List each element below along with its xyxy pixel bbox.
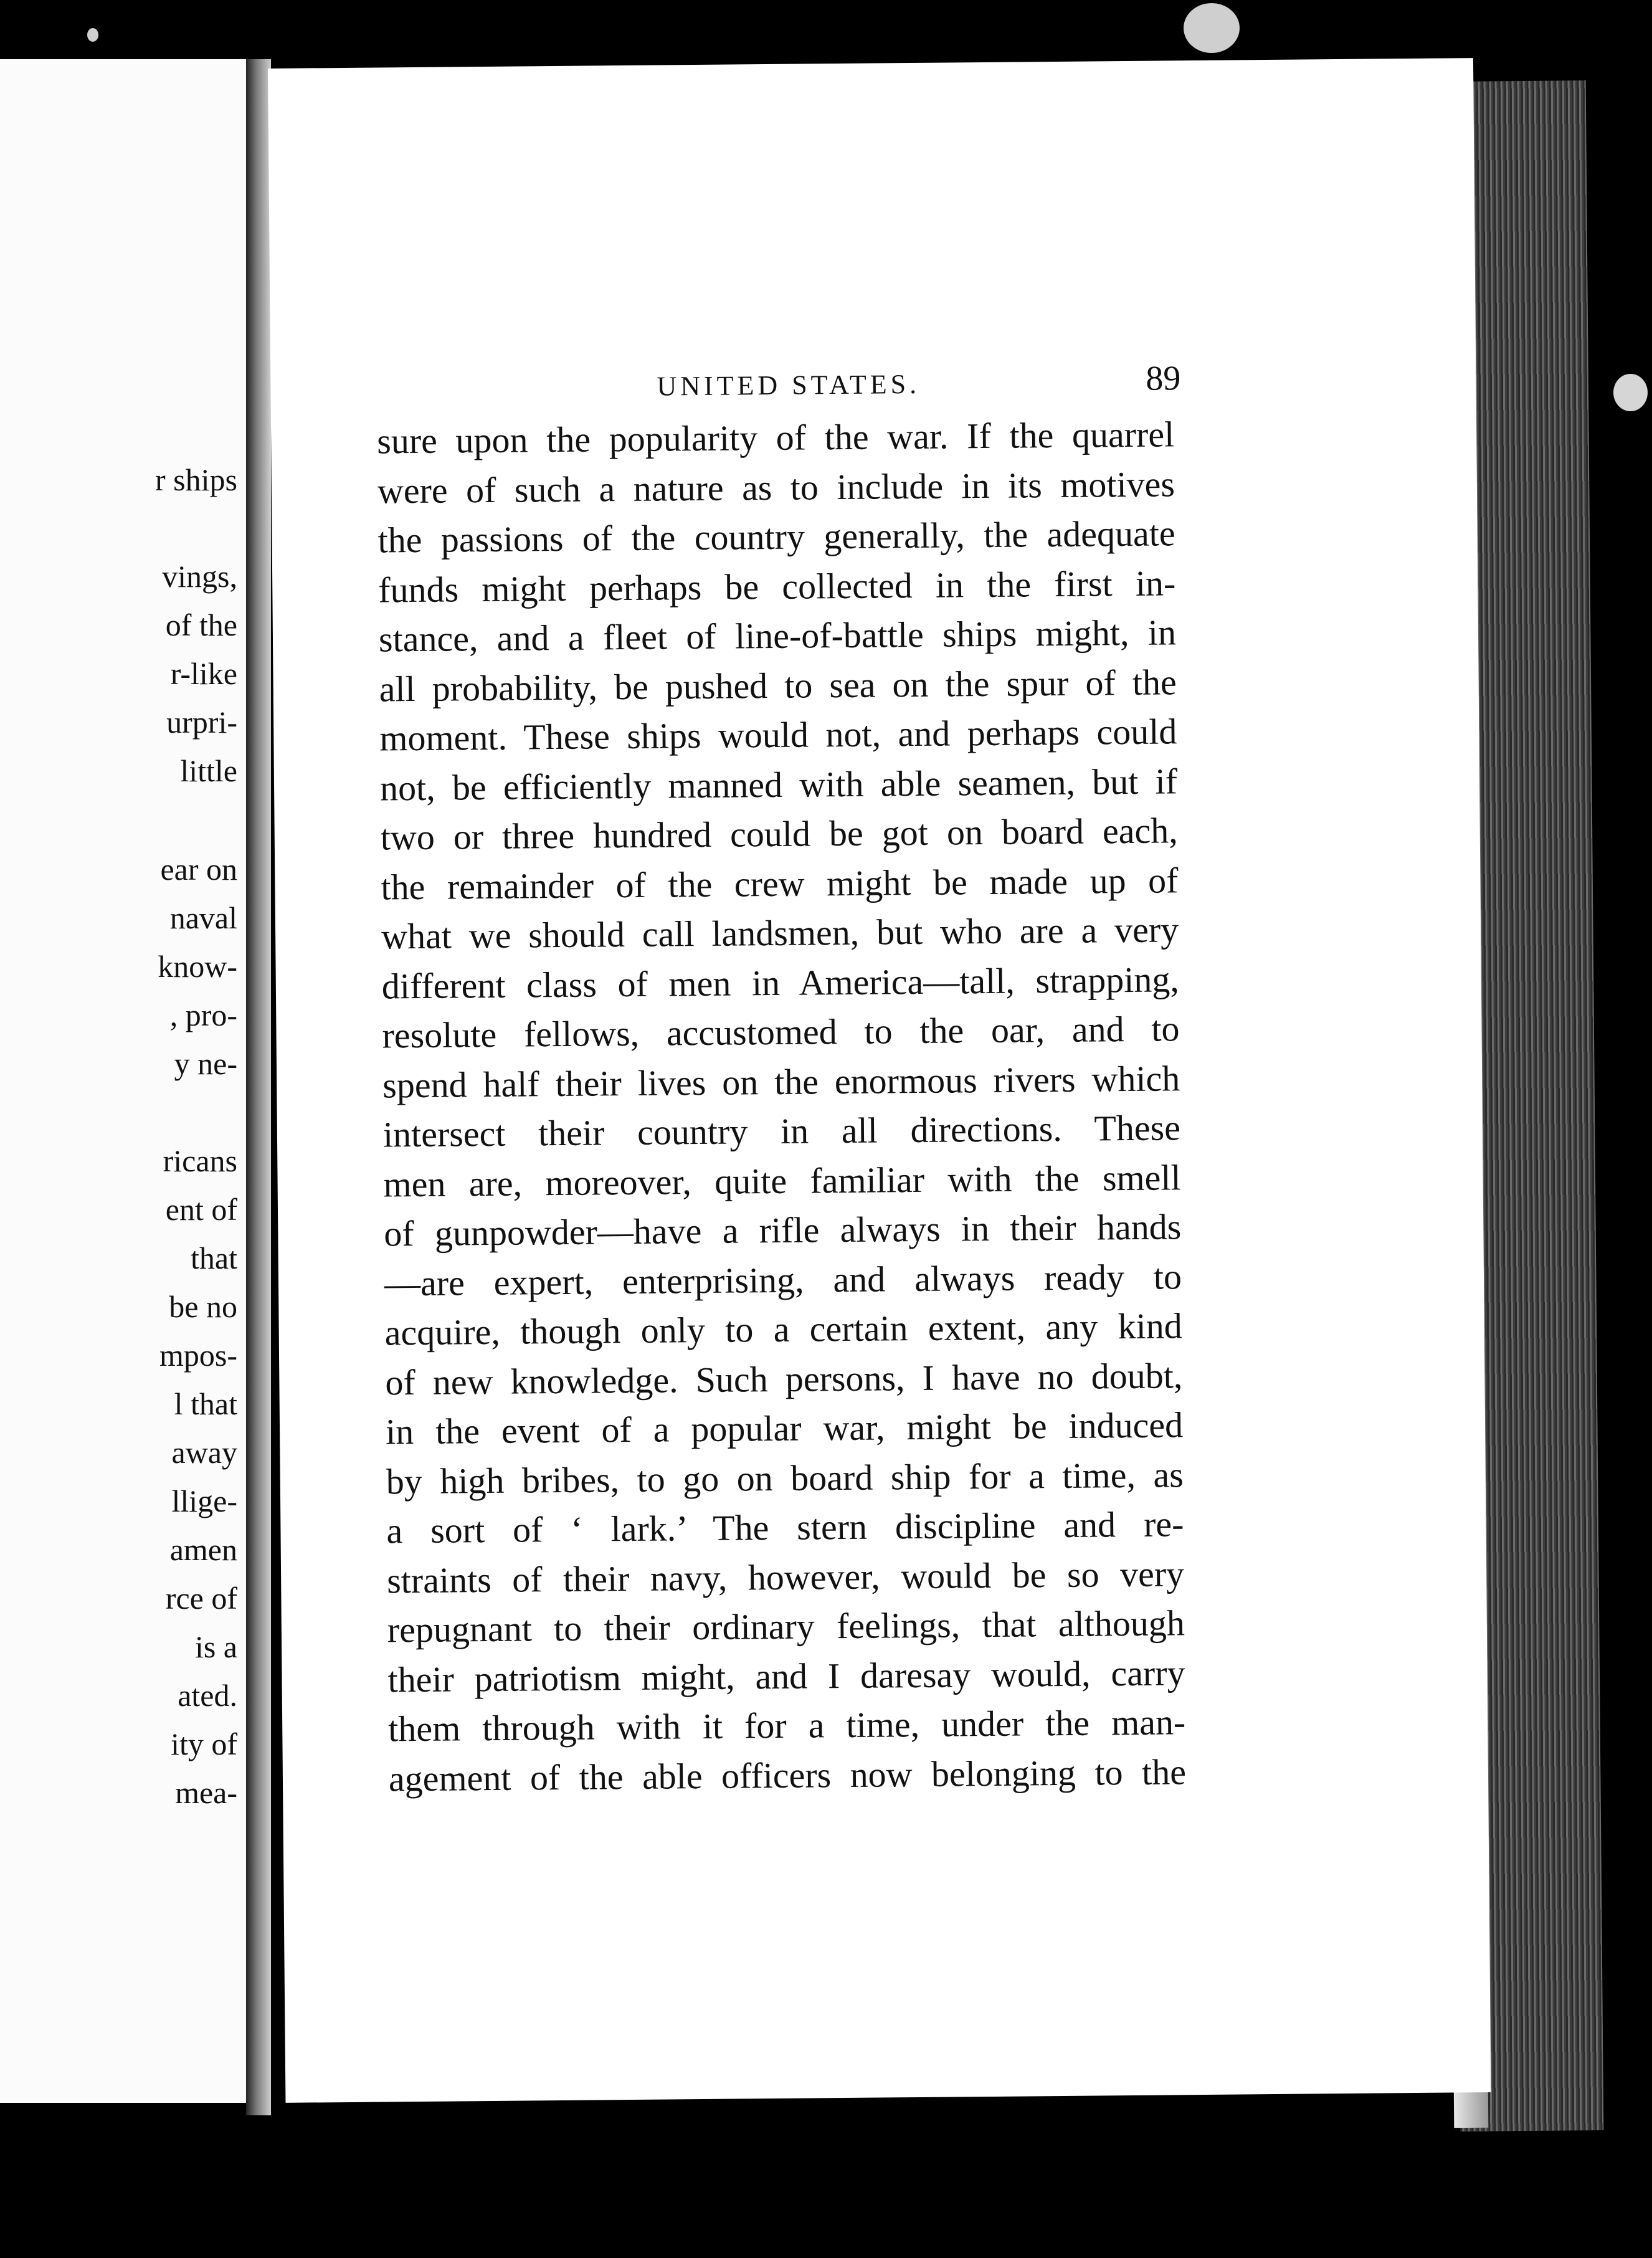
left-page-line: of the [165, 607, 237, 642]
text-line: moment. These ships would not, and perhaps could [379, 711, 1177, 759]
text-line: stance, and a fleet of line-of-battle ships might, in [378, 612, 1177, 660]
left-page-line: ated. [178, 1678, 237, 1713]
text-line: different class of men in America—tall, strapping, [381, 958, 1180, 1006]
left-page-line: rce of [165, 1581, 237, 1616]
text-line: by high bribes, to go on board ship for a time, as [386, 1454, 1184, 1502]
text-line: agement of the able officers now belonging to the [388, 1751, 1187, 1799]
text-line: the remainder of the crew might be made up of [381, 859, 1179, 907]
left-page-line: vings, [162, 559, 237, 594]
left-page-line: know- [158, 949, 237, 984]
left-page-line: urpri- [166, 705, 237, 740]
text-line: were of such a nature as to include in its motives [377, 463, 1175, 511]
left-page-line: ity of [171, 1727, 237, 1761]
left-page-line: naval [169, 900, 237, 935]
text-line: resolute fellows, accustomed to the oar, and to [382, 1008, 1180, 1056]
text-line: repugnant to their ordinary feelings, that although [387, 1603, 1185, 1651]
left-page-line: is a [194, 1629, 237, 1664]
scan-blemish [87, 28, 98, 42]
text-line: acquire, though only to a certain extent, any kind [384, 1305, 1182, 1353]
scan-blemish [1184, 3, 1240, 53]
text-line: the passions of the country generally, the adequate [377, 513, 1175, 561]
text-line: intersect their country in all directions. These [382, 1107, 1181, 1155]
body-text [377, 409, 1186, 1803]
running-head: UNITED STATES. [657, 368, 921, 402]
text-line: sure upon the popularity of the war. If the quarrel [376, 414, 1175, 462]
left-page-line: little [180, 753, 237, 788]
left-page-line: be no [169, 1289, 237, 1324]
book-gutter [246, 59, 271, 2115]
text-line: them through with it for a time, under the man- [387, 1702, 1186, 1750]
text-line: in the event of a popular war, might be induced [385, 1404, 1184, 1452]
text-line: their patriotism might, and I daresay would, carry [387, 1652, 1185, 1700]
text-line: funds might perhaps be collected in the first in- [378, 562, 1176, 610]
left-page-line: r ships [155, 462, 237, 497]
left-page-line: l that [174, 1386, 237, 1421]
text-line: what we should call landsmen, but who are a very [381, 909, 1179, 957]
left-page-line: ent of [165, 1192, 237, 1227]
text-line: a sort of ‘ lark.’ The stern discipline and re- [386, 1503, 1184, 1551]
text-line: all probability, be pushed to sea on the spur of the [379, 661, 1177, 709]
text-line: straints of their navy, however, would be so very [386, 1553, 1185, 1601]
right-page [268, 58, 1491, 2103]
left-page-line: llige- [171, 1484, 237, 1518]
page-number: 89 [1146, 359, 1181, 398]
left-page-line: away [171, 1435, 237, 1470]
text-line: —are expert, enterprising, and always ready to [384, 1255, 1182, 1303]
text-line: of gunpowder—have a rifle always in their hands [384, 1206, 1182, 1254]
left-page-line: amen [169, 1532, 237, 1567]
left-page [0, 59, 251, 2103]
left-page-line: mea- [175, 1775, 237, 1810]
text-line: spend half their lives on the enormous rivers which [382, 1057, 1180, 1105]
text-line: men are, moreover, quite familiar with the smell [383, 1156, 1181, 1204]
scan-blemish [1613, 374, 1648, 411]
left-page-line: that [191, 1241, 237, 1275]
left-page-line: , pro- [169, 998, 237, 1032]
left-page-line: mpos- [159, 1338, 237, 1373]
left-page-line: r-like [170, 656, 237, 691]
left-page-line: ricans [163, 1143, 237, 1178]
text-line: two or three hundred could be got on board each, [380, 810, 1179, 858]
left-page-line: ear on [160, 852, 237, 887]
text-line: not, be efficiently manned with able seamen, but if [379, 760, 1178, 808]
text-line: of new knowledge. Such persons, I have no doubt, [385, 1355, 1183, 1403]
left-page-line: y ne- [174, 1046, 237, 1081]
